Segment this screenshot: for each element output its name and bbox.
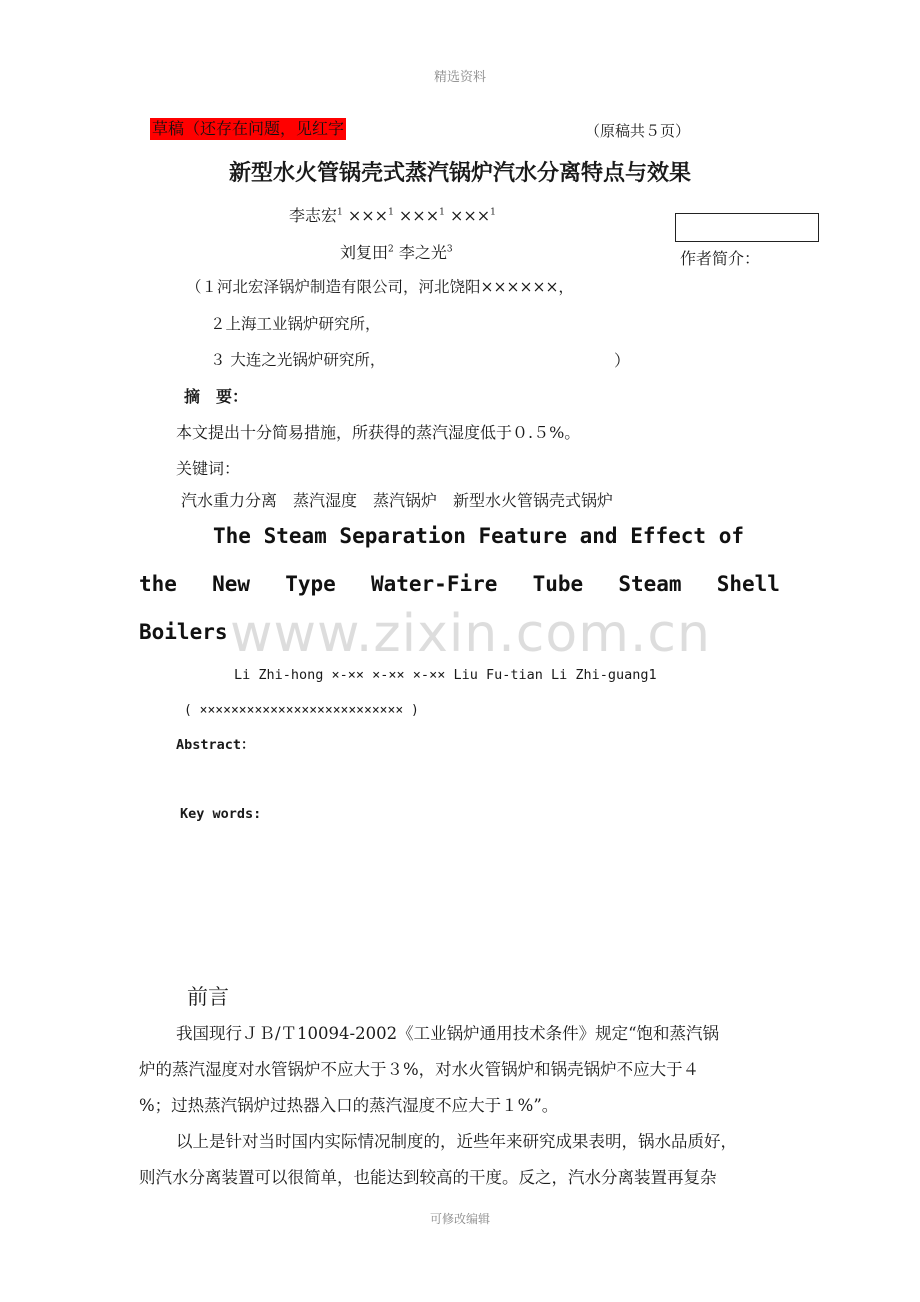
author-name: ××× [449, 206, 491, 225]
author-name: 刘复田 [340, 243, 389, 262]
section-heading: 前言 [187, 985, 229, 1009]
title-word: Shell [716, 572, 780, 596]
keywords-en-label: Key words: [180, 806, 262, 822]
author-affil-mark: 1 [490, 207, 496, 218]
english-title-line-3: Boilers [139, 620, 228, 644]
author-name: 李之光 [398, 243, 447, 262]
title-word: the [139, 572, 177, 596]
title-word: Steam [618, 572, 682, 596]
paragraph-line: 则汽水分离装置可以很简单，也能达到较高的干度。反之，汽水分离装置再复杂 [139, 1168, 717, 1187]
site-watermark: www.zixin.com.cn [230, 604, 711, 664]
author-affil-mark: 2 [388, 244, 394, 255]
draft-note: 草稿（还存在问题，见红字 [152, 119, 345, 138]
english-authors: Li Zhi-hong ×-×× ×-×× ×-×× Liu Fu-tian Li Zhi-guang1 [234, 667, 657, 683]
paper-title: 新型水火管锅壳式蒸汽锅炉汽水分离特点与效果 [228, 161, 691, 186]
title-word: Tube [532, 572, 584, 596]
english-title-line-1: The Steam Separation Feature and Effect of [213, 524, 745, 548]
abstract-cn-text: 本文提出十分简易措施，所获得的蒸汽湿度低于０.５%。 [176, 423, 581, 442]
author-affil-mark: 3 [446, 244, 453, 255]
paragraph-line: 我国现行ＪＢ/Ｔ10094-2002《工业锅炉通用技术条件》规定“饱和蒸汽锅 [176, 1024, 720, 1043]
title-word: Water-Fire [370, 572, 498, 596]
author-profile-box [675, 213, 819, 242]
author-name: 李志宏 [289, 206, 338, 225]
english-affiliation: ( ×××××××××××××××××××××××××× ) [184, 703, 419, 718]
paragraph-line: 炉的蒸汽湿度对水管锅炉不应大于３%，对水火管锅炉和锅壳锅炉不应大于４ [139, 1060, 700, 1079]
title-word: New [212, 572, 251, 596]
abstract-en-label: Abstract： [176, 737, 255, 753]
author-affil-mark: 1 [337, 207, 343, 218]
author-line-2 [340, 240, 453, 263]
page-header: 精选资料 [433, 70, 486, 85]
affiliation-2: ２上海工业锅炉研究所， [210, 315, 381, 333]
paragraph-line: 以上是针对当时国内实际情况制度的，近些年来研究成果表明，锅水品质好， [176, 1132, 737, 1151]
keywords-cn-label: 关键词： [176, 459, 241, 478]
keywords-cn-text: 汽水重力分离 蒸汽湿度 蒸汽锅炉 新型水火管锅壳式锅炉 [181, 491, 614, 510]
author-profile-label: 作者简介： [680, 249, 761, 268]
abstract-cn-label: 摘 要： [184, 387, 249, 406]
affiliation-close-paren: ） [614, 351, 631, 370]
english-title-line-2 [139, 572, 780, 596]
author-name: ××× [398, 206, 440, 225]
affiliation-1: （１河北宏泽锅炉制造有限公司，河北饶阳××××××， [186, 278, 574, 296]
author-name: ××× [347, 206, 389, 225]
affiliation-3: ３ 大连之光锅炉研究所， [210, 351, 386, 369]
page-footer: 可修改编辑 [429, 1212, 490, 1226]
author-affil-mark: 1 [388, 207, 394, 218]
page-count: （原稿共５页） [585, 122, 691, 140]
paragraph-line: %；过热蒸汽锅炉过热器入口的蒸汽湿度不应大于１%”。 [139, 1096, 559, 1115]
author-line-1 [289, 203, 496, 226]
author-affil-mark: 1 [439, 207, 445, 218]
title-word: Type [285, 572, 336, 596]
